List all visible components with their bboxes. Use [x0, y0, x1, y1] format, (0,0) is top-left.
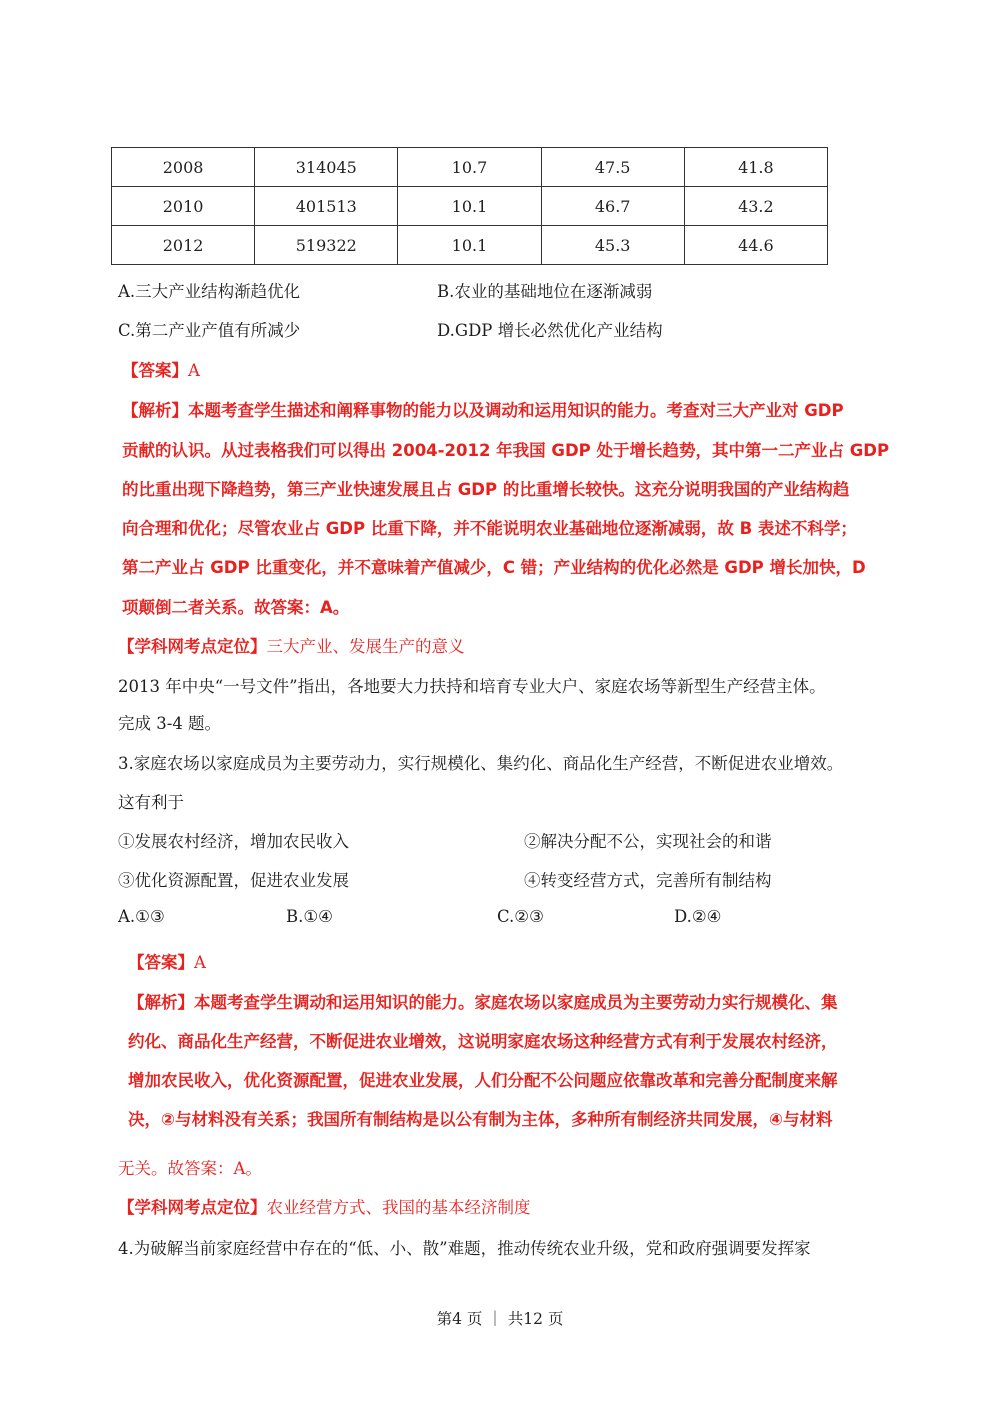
q3-analysis-line: 无关。故答案：A。: [118, 1159, 262, 1178]
page-footer: 第4 页 ｜ 共12 页: [436, 1310, 564, 1328]
table-cell: 47.5: [541, 148, 684, 187]
q3-item-2: ②解决分配不公，实现社会的和谐: [524, 832, 772, 851]
q2-option-d: D.GDP 增长必然优化产业结构: [437, 321, 663, 340]
table-cell: 10.1: [398, 226, 541, 265]
table-cell: 46.7: [541, 187, 684, 226]
intro-line: 完成 3-4 题。: [118, 714, 222, 733]
q3-option-c: C.②③: [497, 907, 544, 926]
q2-answer-value: A: [188, 361, 200, 380]
gdp-table: [111, 147, 828, 265]
q2-option-a: A.三大产业结构渐趋优化: [118, 282, 301, 301]
q2-analysis-line: 【解析】本题考查学生描述和阐释事物的能力以及调动和运用知识的能力。考查对三大产业对 GDP: [122, 401, 844, 420]
table-cell: 45.3: [541, 226, 684, 265]
q3-kp-tag: 【学科网考点定位】: [118, 1198, 267, 1217]
q2-kp-tag: 【学科网考点定位】: [118, 637, 267, 656]
table-row: [112, 148, 828, 187]
intro-line: 2013 年中央“一号文件”指出，各地要大力扶持和培育专业大户、家庭农场等新型生产经营主体。: [118, 677, 826, 696]
q3-answer-tag: 【答案】: [128, 953, 194, 972]
q2-kp-text: 三大产业、发展生产的意义: [266, 637, 465, 656]
q2-knowledge-point: [118, 633, 465, 657]
q3-knowledge-point: [118, 1194, 531, 1218]
q3-option-b: B.①④: [286, 907, 333, 926]
table-cell: 2010: [112, 187, 255, 226]
table-cell: 41.8: [684, 148, 827, 187]
q3-kp-text: 农业经营方式、我国的基本经济制度: [266, 1198, 531, 1217]
q2-option-c: C.第二产业产值有所减少: [118, 321, 301, 340]
q3-item-4: ④转变经营方式，完善所有制结构: [524, 871, 772, 890]
q2-analysis-line: 第二产业占 GDP 比重变化，并不意味着产值减少，C 错；产业结构的优化必然是 GDP 增长加快，D: [122, 558, 866, 577]
q2-answer: [122, 357, 200, 381]
table-cell: 519322: [255, 226, 398, 265]
q3-answer-value: A: [194, 953, 206, 972]
q3-analysis-line: 增加农民收入，优化资源配置，促进农业发展，人们分配不公问题应依靠改革和完善分配制度来解: [128, 1071, 838, 1090]
table-cell: 401513: [255, 187, 398, 226]
q3-analysis-line: 约化、商品化生产经营，不断促进农业增效，这说明家庭农场这种经营方式有利于发展农村经济，: [128, 1032, 838, 1051]
table-cell: 10.7: [398, 148, 541, 187]
q3-answer: [128, 949, 206, 973]
q2-analysis-line: 贡献的认识。从过表格我们可以得出 2004-2012 年我国 GDP 处于增长趋势，其中第一二产业占 GDP: [122, 441, 890, 460]
table-cell: 10.1: [398, 187, 541, 226]
q3-option-d: D.②④: [674, 907, 722, 926]
q3-item-3: ③优化资源配置，促进农业发展: [118, 871, 349, 890]
table-row: [112, 187, 828, 226]
q4-stem: 4.为破解当前家庭经营中存在的“低、小、散”难题，推动传统农业升级，党和政府强调要发挥家: [118, 1239, 811, 1258]
table-cell: 2008: [112, 148, 255, 187]
gdp-table-body: [112, 148, 828, 265]
table-cell: 44.6: [684, 226, 827, 265]
table-row: [112, 226, 828, 265]
q2-option-b: B.农业的基础地位在逐渐减弱: [437, 282, 653, 301]
table-cell: 2012: [112, 226, 255, 265]
table-cell: 314045: [255, 148, 398, 187]
q3-stem: 3.家庭农场以家庭成员为主要劳动力，实行规模化、集约化、商品化生产经营，不断促进农业增效。: [118, 754, 844, 773]
q3-option-a: A.①③: [118, 907, 165, 926]
q2-analysis-line: 的比重出现下降趋势，第三产业快速发展且占 GDP 的比重增长较快。这充分说明我国的产业结构趋: [122, 480, 850, 499]
q2-answer-tag: 【答案】: [122, 361, 188, 380]
q3-item-1: ①发展农村经济，增加农民收入: [118, 832, 349, 851]
q3-stem: 这有利于: [118, 793, 184, 812]
q3-analysis-line: 【解析】本题考查学生调动和运用知识的能力。家庭农场以家庭成员为主要劳动力实行规模化、集: [128, 993, 838, 1012]
q3-analysis-line: 决，②与材料没有关系；我国所有制结构是以公有制为主体，多种所有制经济共同发展，④与材料: [128, 1110, 833, 1129]
table-cell: 43.2: [684, 187, 827, 226]
q2-analysis-line: 向合理和优化；尽管农业占 GDP 比重下降，并不能说明农业基础地位逐渐减弱，故 B 表述不科学；: [122, 519, 857, 538]
q2-analysis-line: 项颠倒二者关系。故答案：A。: [122, 598, 350, 617]
